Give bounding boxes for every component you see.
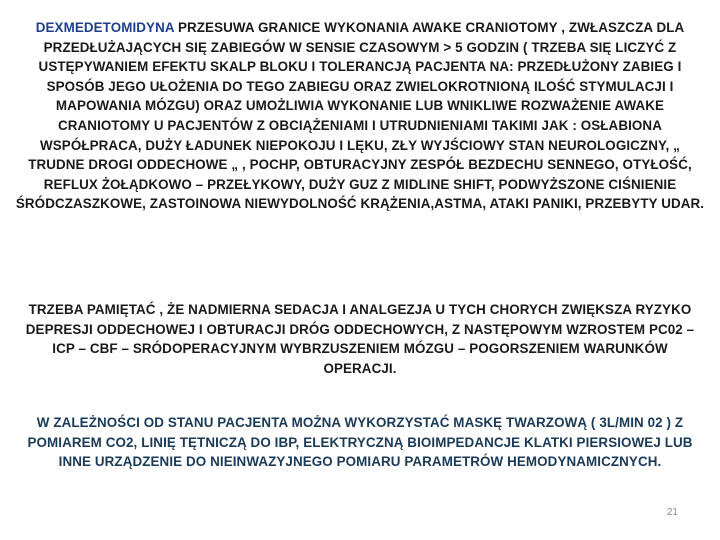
- paragraph-dexmedetomidine: [14, 18, 706, 214]
- paragraph-sedation-warning: TRZEBA PAMIĘTAĆ , ŻE NADMIERNA SEDACJA I ANALGEZJA U TYCH CHORYCH ZWIĘKSZA RYZYKO DEPRESJI ODDECHOWEJ I OBTURACJI DRÓG ODDECHOWYCH, Z NASTĘPOWYM WZROSTEM PC02 – ICP – CBF – SRÓDOPERACYJNYM WYBRZUSZENIEM MÓZGU – POGORSZENIEM WARUNKÓW OPERACJI.: [25, 302, 695, 376]
- slide-number: 21: [666, 507, 678, 518]
- highlight-term: DEXMEDETOMIDYNA: [35, 20, 175, 35]
- paragraph-1-text: PRZESUWA GRANICE WYKONANIA AWAKE CRANIOTOMY , ZWŁASZCZA DLA PRZEDŁUŻAJĄCYCH SIĘ ZABIEGÓW W SENSIE CZASOWYM > 5 GODZIN ( TRZEBA SIĘ LICZYĆ Z USTĘPYWANIEM EFEKTU SKALP BLOKU I TOLERANCJĄ PACJENTA NA: PRZEDŁUŻONY ZABIEG I SPOSÓB JEGO UŁOŻENIA DO TEGO ZABIEGU ORAZ ZWIELOKROTNIONĄ ILOŚĆ STYMULACJI I MAPOWANIA MÓZGU) ORAZ UMOŻLIWIA WYKONANIE LUB WNIKLIWE ROZWAŻENIE AWAKE CRANIOTOMY U PACJENTÓW Z OBCIĄŻENIAMI I UTRUDNIENIAMI TAKIMI JAK : OSŁABIONA WSPÓŁPRACA, DUŻY ŁADUNEK NIEPOKOJU I LĘKU, ZŁY WYJŚCIOWY STAN NEUROLOGICZNY, „ TRUDNE DROGI ODDECHOWE „ , POCHP, OBTURACYJNY ZESPÓŁ BEZDECHU SENNEGO, OTYŁOŚĆ, REFLUX ŻOŁĄDKOWO – PRZEŁYKOWY, DUŻY GUZ Z MIDLINE SHIFT, PODWYŻSZONE CIŚNIENIE ŚRÓDCZASZKOWE, ZASTOINOWA NIEWYDOLNOŚĆ KRĄŻENIA,ASTMA, ATAKI PANIKI, PRZEBYTY UDAR.: [15, 20, 705, 212]
- paragraph-monitoring: W ZALEŻNOŚCI OD STANU PACJENTA MOŻNA WYKORZYSTAĆ MASKĘ TWARZOWĄ ( 3L/MIN 02 ) Z POMIAREM CO2, LINIĘ TĘTNICZĄ DO IBP, ELEKTRYCZNĄ BIOIMPEDANCJE KLATKI PIERSIOWEJ LUB INNE URZĄDZENIE DO NIEINWAZYJNEGO POMIARU PARAMETRÓW HEMODYNAMICZNYCH.: [27, 415, 693, 470]
